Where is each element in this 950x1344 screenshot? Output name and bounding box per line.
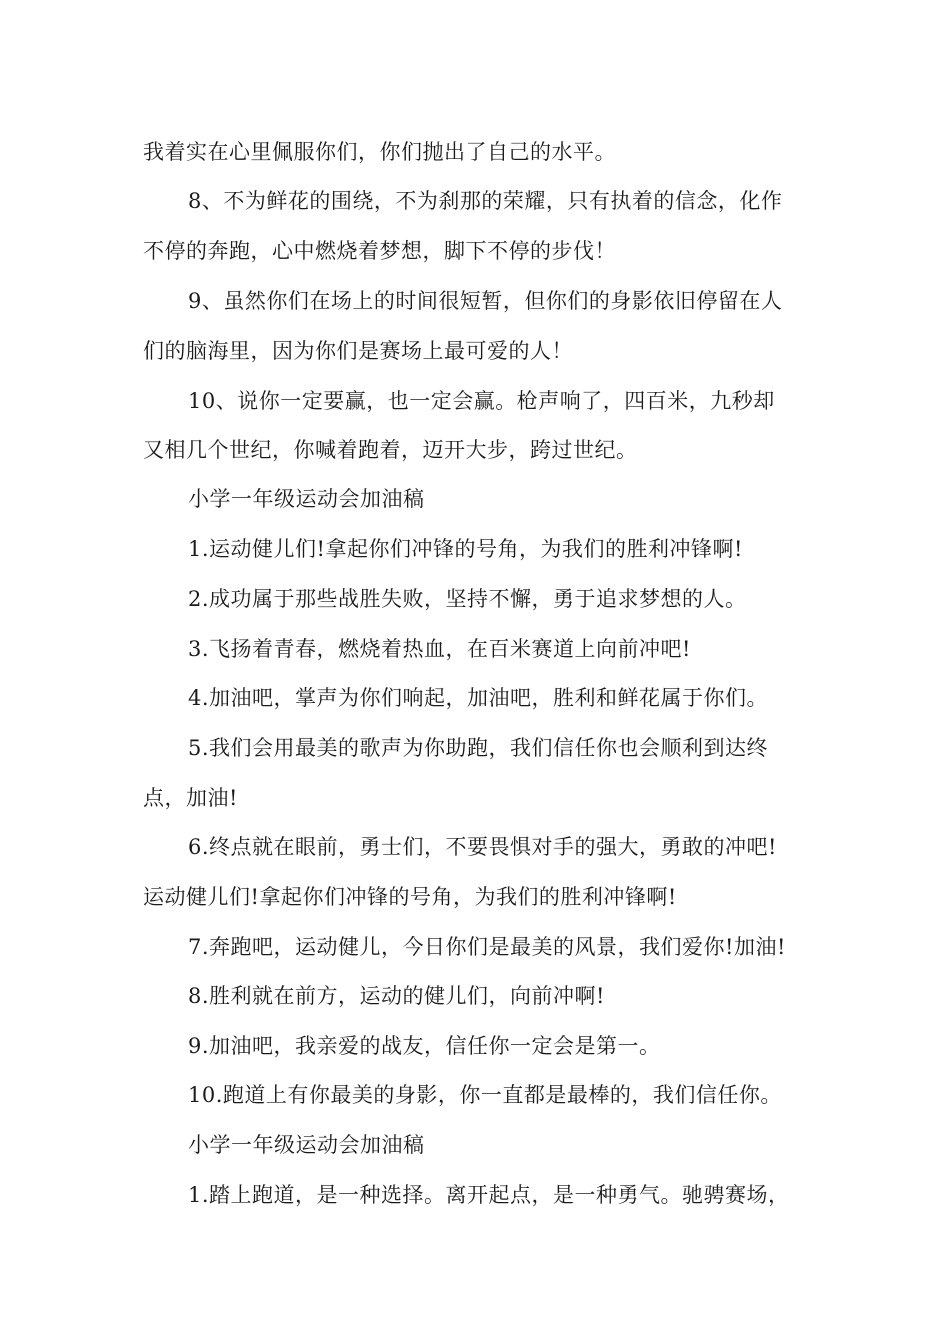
- text-line: 4.加油吧，掌声为你们响起，加油吧，胜利和鲜花属于你们。: [188, 686, 769, 710]
- text-line: 2.成功属于那些战胜失败，坚持不懈，勇于追求梦想的人。: [188, 587, 747, 611]
- text-line: 我着实在心里佩服你们，你们抛出了自己的水平。: [143, 140, 616, 164]
- text-line: 不停的奔跑，心中燃烧着梦想，脚下不停的步伐！: [143, 239, 616, 263]
- text-line: 点，加油!: [143, 786, 238, 810]
- text-line: 又相几个世纪，你喊着跑着，迈开大步，跨过世纪。: [143, 438, 638, 462]
- text-line: 8、不为鲜花的围绕，不为刹那的荣耀，只有执着的信念，化作: [188, 189, 783, 213]
- text-line: 9、虽然你们在场上的时间很短暂，但你们的身影依旧停留在人: [188, 289, 783, 313]
- section-heading: 小学一年级运动会加油稿: [188, 1133, 425, 1157]
- section-heading: 小学一年级运动会加油稿: [188, 487, 425, 511]
- text-line: 7.奔跑吧，运动健儿，今日你们是最美的风景，我们爱你!加油!: [188, 935, 786, 959]
- text-line: 5.我们会用最美的歌声为你助跑，我们信任你也会顺利到达终: [188, 736, 769, 760]
- text-line: 8.胜利就在前方，运动的健儿们，向前冲啊!: [188, 984, 605, 1008]
- text-line: 6.终点就在眼前，勇士们，不要畏惧对手的强大，勇敢的冲吧!: [188, 835, 777, 859]
- text-line: 10.跑道上有你最美的身影，你一直都是最棒的，我们信任你。: [188, 1083, 782, 1107]
- text-line: 们的脑海里，因为你们是赛场上最可爱的人！: [143, 339, 573, 363]
- text-line: 10、说你一定要赢，也一定会赢。枪声响了，四百米，九秒却: [188, 389, 775, 413]
- text-line: 1.运动健儿们!拿起你们冲锋的号角，为我们的胜利冲锋啊!: [188, 537, 743, 561]
- text-line: 9.加油吧，我亲爱的战友，信任你一定会是第一。: [188, 1034, 661, 1058]
- text-line: 运动健儿们!拿起你们冲锋的号角，为我们的胜利冲锋啊!: [143, 885, 677, 909]
- text-line: 1.踏上跑道，是一种选择。离开起点，是一种勇气。驰骋赛场，: [188, 1183, 790, 1207]
- text-line: 3.飞扬着青春，燃烧着热血，在百米赛道上向前冲吧!: [188, 637, 691, 661]
